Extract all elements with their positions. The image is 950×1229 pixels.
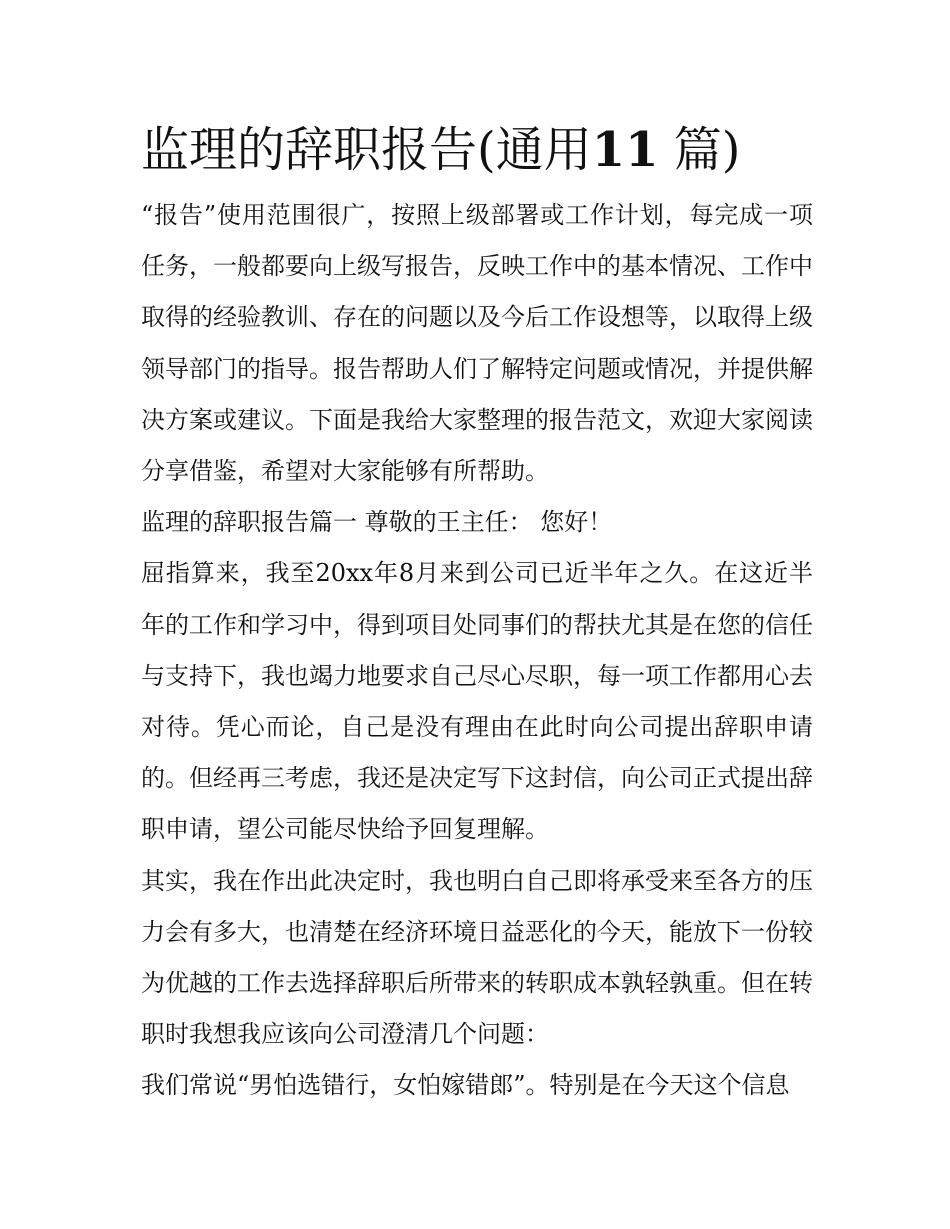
letter-salutation: 监理的辞职报告篇一 尊敬的王主任： 您好！ bbox=[141, 508, 613, 537]
document-title bbox=[141, 118, 813, 182]
title-number: 11 bbox=[591, 122, 659, 178]
title-suffix: 篇) bbox=[673, 122, 741, 178]
body-paragraph-2: 其实，我在作出此决定时，我也明白自己即将承受来至各方的压力会有多大，也清楚在经济环境日益恶化的今天，能放下一份较为优越的工作去选择辞职后所带来的转职成本孰轻孰重。但在转职时我想我应该向公司澄清几个问题： bbox=[141, 866, 813, 1049]
title-prefix: 监理的辞职报告(通用 bbox=[141, 122, 592, 178]
body-paragraph-1: 屈指算来，我至20xx年8月来到公司已近半年之久。在这近半年的工作和学习中，得到项目处同事们的帮扶尤其是在您的信任与支持下，我也竭力地要求自己尽心尽职，每一项工作都用心去对待。凭心而论，自己是没有理由在此时向公司提出辞职申请的。但经再三考虑，我还是决定写下这封信，向公司正式提出辞职申请，望公司能尽快给予回复理解。 bbox=[141, 559, 813, 844]
body-paragraph-3: 我们常说“男怕选错行，女怕嫁错郎”。特别是在今天这个信息 bbox=[141, 1071, 790, 1100]
intro-paragraph: “报告”使用范围很广，按照上级部署或工作计划，每完成一项任务，一般都要向上级写报告，反映工作中的基本情况、工作中取得的经验教训、存在的问题以及今后工作设想等，以取得上级领导部门的指导。报告帮助人们了解特定问题或情况，并提供解决方案或建议。下面是我给大家整理的报告范文，欢迎大家阅读分享借鉴，希望对大家能够有所帮助。 bbox=[141, 201, 813, 486]
document-body bbox=[141, 118, 813, 1112]
